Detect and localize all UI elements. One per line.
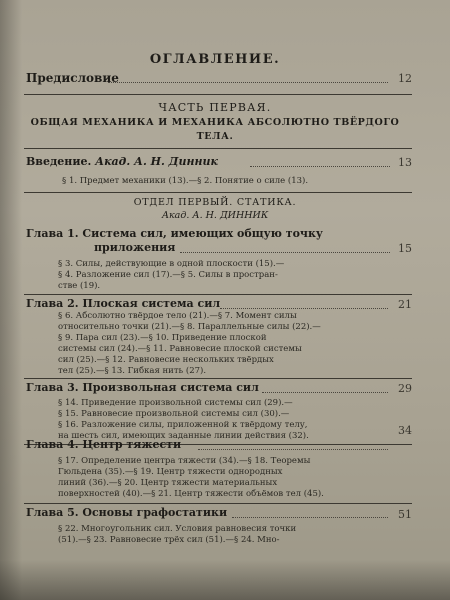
page-bottom-shadow [0, 560, 450, 600]
chapter-4-page-number: 34 [398, 424, 412, 437]
dot-leader [250, 166, 390, 167]
divider [24, 294, 412, 295]
preface-page-number: 12 [398, 72, 412, 85]
chapter-5-label: Глава 5. [26, 506, 79, 519]
divider [24, 503, 412, 504]
chapter-1-paragraph-line: стве (19). [58, 281, 101, 291]
chapter-2-page-number: 21 [398, 298, 412, 311]
introduction-label: Введение. [26, 155, 92, 168]
chapter-3-paragraph-line: § 16. Разложение силы, приложенной к твёрдому телу, [58, 420, 308, 430]
chapter-1-paragraph-line: § 4. Разложение сил (17).—§ 5. Силы в простран- [58, 270, 278, 280]
chapter-4-paragraph-line: линий (36).—§ 20. Центр тяжести материальных [58, 478, 278, 488]
chapter-3-title: Произвольная система сил [82, 381, 259, 394]
divider [24, 378, 412, 379]
dot-leader [198, 449, 388, 450]
chapter-3-paragraph-line: § 14. Приведение произвольной системы сил (29).— [58, 398, 293, 408]
part-title-line-1: ОБЩАЯ МЕХАНИКА И МЕХАНИКА АБСОЛЮТНО ТВЁРДОГО [30, 117, 400, 128]
chapter-4-heading [26, 438, 181, 451]
department-author: Акад. А. Н. ДИННИК [161, 210, 269, 221]
divider [24, 94, 412, 95]
chapter-1-page-number: 15 [398, 242, 412, 255]
chapter-2-paragraph-line: § 9. Пара сил (23).—§ 10. Приведение плоской [58, 333, 267, 343]
chapter-1-heading [26, 227, 323, 240]
contents-title: ОГЛАВЛЕНИЕ. [149, 52, 281, 67]
chapter-1-title-line-2: приложения [94, 241, 176, 254]
chapter-5-paragraph-line: (51).—§ 23. Равновесие трёх сил (51).—§ 24. Мно- [58, 535, 280, 545]
chapter-2-label: Глава 2. [26, 297, 79, 310]
chapter-1-title: Система сил, имеющих общую точку [82, 227, 323, 240]
chapter-2-paragraph-line: § 6. Абсолютно твёрдое тело (21).—§ 7. Момент силы [58, 311, 297, 321]
chapter-1-label: Глава 1. [26, 227, 79, 240]
chapter-4-label: Глава 4. [26, 438, 79, 451]
chapter-4-paragraph-line: Гюльдена (35).—§ 19. Центр тяжести однородных [58, 467, 283, 477]
dot-leader [220, 308, 388, 309]
introduction-entry [26, 155, 218, 168]
department-title: ОТДЕЛ ПЕРВЫЙ. СТАТИКА. [133, 197, 297, 208]
part-title-line-2: ТЕЛА. [196, 131, 234, 142]
chapter-2-title: Плоская система сил [82, 297, 221, 310]
chapter-4-title: Центр тяжести [82, 438, 182, 451]
chapter-3-label: Глава 3. [26, 381, 79, 394]
chapter-5-heading [26, 506, 227, 519]
dot-leader [262, 392, 388, 393]
chapter-2-paragraph-line: сил (25).—§ 12. Равновесие нескольких твёрдых [58, 355, 274, 365]
dot-leader [180, 252, 390, 253]
divider [24, 192, 412, 193]
chapter-5-paragraph-line: § 22. Многоугольник сил. Условия равновесия точки [58, 524, 297, 534]
chapter-2-paragraph-line: относительно точки (21).—§ 8. Параллельные силы (22).— [58, 322, 321, 332]
chapter-2-paragraph-line: системы сил (24).—§ 11. Равновесие плоской системы [58, 344, 302, 354]
chapter-3-paragraph-line: на шесть сил, имеющих заданные линии действия (32). [58, 431, 309, 441]
chapter-3-page-number: 29 [398, 382, 412, 395]
chapter-5-title: Основы графостатики [82, 506, 228, 519]
dot-leader [232, 517, 388, 518]
chapter-2-paragraph-line: тел (25).—§ 13. Гибкая нить (27). [58, 366, 207, 376]
chapter-4-paragraph-line: поверхностей (40).—§ 21. Центр тяжести объёмов тел (45). [58, 489, 324, 499]
chapter-1-paragraph-line: § 3. Силы, действующие в одной плоскости (15).— [58, 259, 285, 269]
preface-entry: Предисловие [26, 71, 119, 85]
part-heading: ЧАСТЬ ПЕРВАЯ. [158, 101, 272, 114]
chapter-3-heading [26, 381, 259, 394]
chapter-2-heading [26, 297, 220, 310]
introduction-paragraphs: § 1. Предмет механики (13).—§ 2. Понятие о силе (13). [62, 176, 309, 186]
page-gutter-shadow [0, 0, 22, 600]
chapter-3-paragraph-line: § 15. Равновесие произвольной системы сил (30).— [58, 409, 290, 419]
chapter-5-page-number: 51 [398, 508, 412, 521]
introduction-author: Акад. А. Н. Динник [95, 155, 218, 168]
dot-leader [108, 82, 388, 83]
introduction-page-number: 13 [398, 156, 412, 169]
divider [24, 148, 412, 149]
chapter-4-paragraph-line: § 17. Определение центра тяжести (34).—§ 18. Теоремы [58, 456, 311, 466]
